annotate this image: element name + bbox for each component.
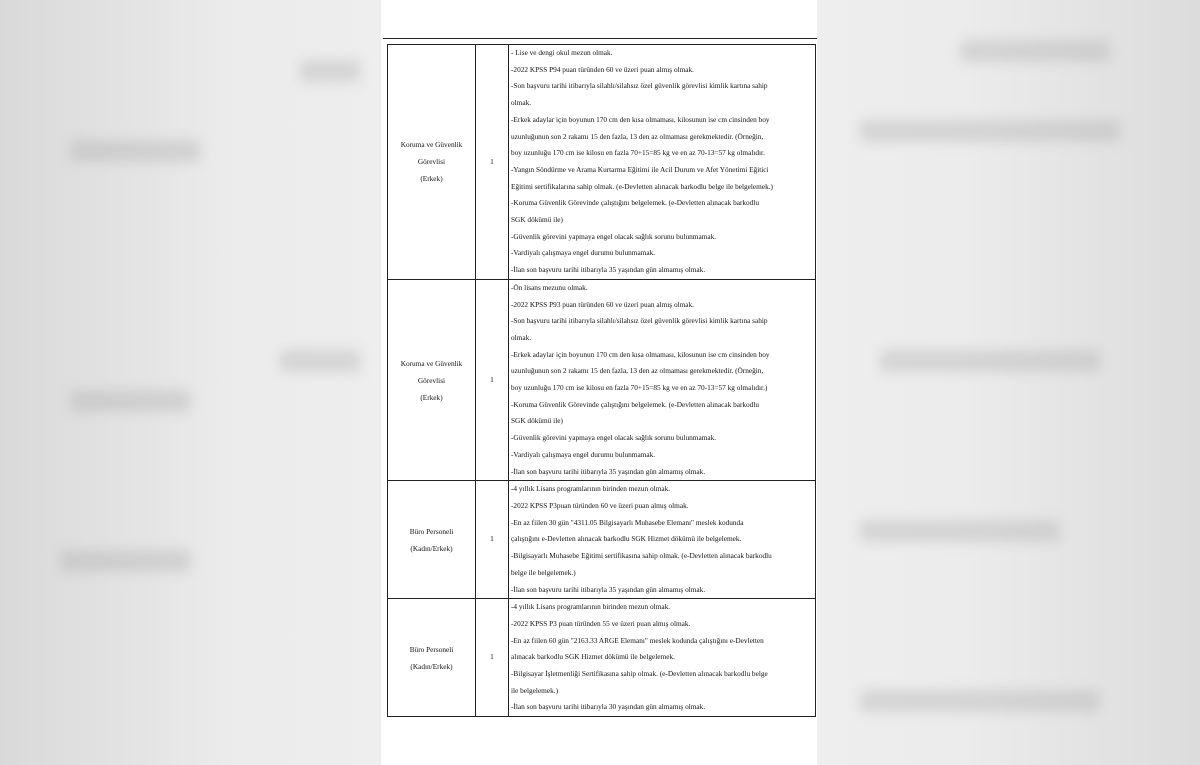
count-cell: 1: [476, 45, 509, 280]
requirement-line: -Bilgisayar İşletmenliği Sertifikasına sahip olmak. (e-Devletten alınacak barkodlu belge: [511, 669, 768, 679]
requirement-line: SGK dökümü ile): [511, 416, 563, 426]
position-title-line: Görevlisi: [417, 157, 446, 167]
requirement-line: -4 yıllık Lisans programlarının birinden mezun olmak.: [511, 484, 671, 494]
requirement-line: -İlan son başvuru tarihi itibarıyla 35 yaşından gün almamış olmak.: [511, 466, 706, 476]
requirement-line: -Son başvuru tarihi itibarıyla silahlı/silahsız özel güvenlik görevlisi kimlik kartına sahip: [511, 81, 768, 91]
requirement-line: -Bilgisayarlı Muhasebe Eğitimi sertifikasına sahip olmak. (e-Devletten alınacak barkodlu: [511, 551, 772, 561]
requirement-line: -4 yıllık Lisans programlarının birinden mezun olmak.: [511, 602, 671, 612]
requirement-line: -İlan son başvuru tarihi itibarıyla 35 yaşından gün almamış olmak.: [511, 265, 706, 275]
requirement-line: boy uzunluğu 170 cm ise kilosu en fazla 70+15=85 kg ve en az 70-13=57 kg olmalıdır.): [511, 383, 768, 393]
requirement-line: belge ile belgelemek.): [511, 567, 576, 577]
position-title-line: Görevlisi: [417, 375, 446, 385]
requirements-cell: [509, 45, 816, 280]
requirement-line: -Erkek adaylar için boyunun 170 cm den kısa olmaması, kilosunun ise cm cinsinden boy: [511, 349, 770, 359]
requirement-line: -İlan son başvuru tarihi itibarıyla 35 yaşından gün almamış olmak.: [511, 584, 706, 594]
requirement-line: -2022 KPSS P94 puan türünden 60 ve üzeri puan almış olmak.: [511, 64, 695, 74]
requirement-line: -Güvenlik görevini yapmaya engel olacak sağlık sorunu bulunmamak.: [511, 433, 717, 443]
requirement-line: boy uzunluğu 170 cm ise kilosu en fazla 70+15=85 kg ve en az 70-13=57 kg olmalıdır.: [511, 148, 765, 158]
requirement-line: -Vardiyalı çalışmaya engel durumu bulunmamak.: [511, 449, 656, 459]
requirement-line: -Erkek adaylar için boyunun 170 cm den kısa olmaması, kilosunun ise cm cinsinden boy: [511, 114, 770, 124]
requirement-line: -İlan son başvuru tarihi itibarıyla 30 yaşından gün almamış olmak.: [511, 702, 706, 712]
count-cell: 1: [476, 481, 509, 599]
position-cell: [388, 481, 476, 599]
requirements-table: [387, 44, 816, 717]
table-row: [388, 45, 816, 280]
position-title-line: Koruma ve Güvenlik: [400, 358, 463, 368]
requirement-line: -Son başvuru tarihi itibarıyla silahlı/silahsız özel güvenlik görevlisi kimlik kartına sahip: [511, 316, 768, 326]
position-title-line: Büro Personeli: [409, 644, 454, 654]
top-rule: [383, 38, 817, 39]
table-row: [388, 599, 816, 717]
requirement-line: çalıştığını e-Devletten alınacak barkodlu SGK Hizmet dökümü ile belgelemek.: [511, 534, 742, 544]
position-title-line: (Kadın/Erkek): [410, 661, 453, 671]
requirements-cell: [509, 599, 816, 717]
requirement-line: olmak.: [511, 332, 532, 342]
requirement-line: -Ön lisans mezunu olmak.: [511, 282, 588, 292]
requirement-line: -Koruma Güvenlik Görevinde çalıştığını belgelemek. (e-Devletten alınacak barkodlu: [511, 399, 760, 409]
position-title-line: (Erkek): [420, 392, 443, 402]
requirements-cell: [509, 481, 816, 599]
position-title-line: (Kadın/Erkek): [410, 543, 453, 553]
requirement-line: -Vardiyalı çalışmaya engel durumu bulunmamak.: [511, 248, 656, 258]
requirement-line: alınacak barkodlu SGK Hizmet dökümü ile belgelemek.: [511, 652, 675, 662]
requirement-line: -2022 KPSS P3 puan türünden 55 ve üzeri puan almış olmak.: [511, 618, 691, 628]
requirement-line: -En az fiilen 30 gün "4311.05 Bilgisayarlı Muhasebe Elemanı" meslek kodunda: [511, 517, 744, 527]
requirement-line: - Lise ve dengi okul mezun olmak.: [511, 48, 613, 57]
requirement-line: olmak.: [511, 98, 532, 108]
count-cell: 1: [476, 599, 509, 717]
position-cell: [388, 279, 476, 480]
requirement-line: -2022 KPSS P93 puan türünden 60 ve üzeri puan almış olmak.: [511, 299, 695, 309]
requirement-line: -Koruma Güvenlik Görevinde çalıştığını belgelemek. (e-Devletten alınacak barkodlu: [511, 198, 760, 208]
document-page: [381, 0, 817, 765]
requirements-cell: [509, 279, 816, 480]
requirement-line: -2022 KPSS P3puan türünden 60 ve üzeri puan almış olmak.: [511, 500, 689, 510]
requirement-line: SGK dökümü ile): [511, 215, 563, 225]
position-cell: [388, 45, 476, 280]
requirement-line: uzunluğunun son 2 rakamı 15 den fazla, 13 den az olmaması gerekmektedir. (Örneğin,: [511, 366, 764, 376]
position-title-line: (Erkek): [420, 174, 443, 184]
requirement-line: -En az fiilen 60 gün "2163.33 ARGE Elemanı" meslek kodunda çalıştığını e-Devletten: [511, 635, 764, 645]
requirement-line: -Güvenlik görevini yapmaya engel olacak sağlık sorunu bulunmamak.: [511, 231, 717, 241]
table-row: [388, 481, 816, 599]
requirement-line: ile belgelemek.): [511, 685, 559, 695]
position-title-line: Koruma ve Güvenlik: [400, 140, 463, 150]
requirement-line: Eğitimi sertifikalarına sahip olmak. (e-Devletten alınacak barkodlu belge ile belgelemek.): [511, 181, 773, 191]
count-cell: 1: [476, 279, 509, 480]
requirement-line: uzunluğunun son 2 rakamı 15 den fazla, 13 den az olmaması gerekmektedir. (Örneğin,: [511, 131, 764, 141]
table-row: [388, 279, 816, 480]
position-cell: [388, 599, 476, 717]
requirement-line: -Yangın Söndürme ve Arama Kurtarma Eğitimi ile Acil Durum ve Afet Yönetimi Eğitici: [511, 164, 769, 174]
position-title-line: Büro Personeli: [409, 526, 454, 536]
